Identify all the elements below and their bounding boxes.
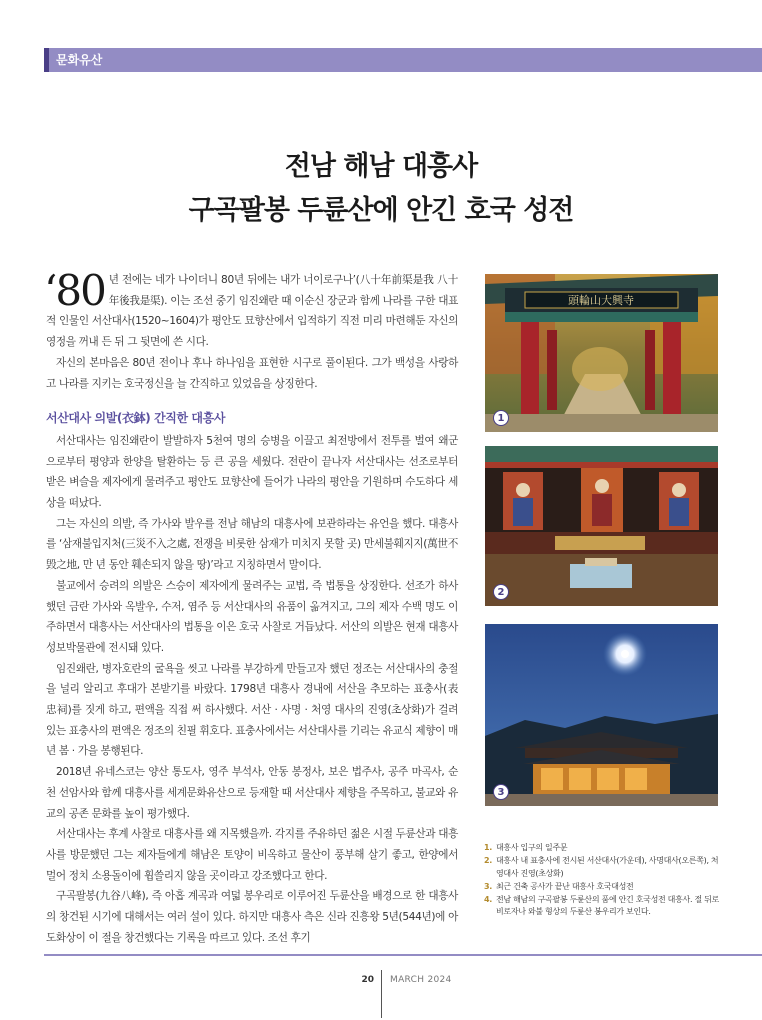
paragraph: 2018년 유네스코는 양산 통도사, 영주 부석사, 안동 봉정사, 보은 법주사, 공주 마곡사, 순천 선암사와 함께 대흥사를 세계문화유산으로 등재할 때 서산대사 제향을 주목하고, 불교와 유교의 공존 문화를 높이 평가했다. — [46, 766, 458, 820]
lead-paragraph — [44, 266, 458, 353]
paragraph: 서산대사는 후계 사찰로 대흥사를 왜 지목했을까. 각지를 주유하던 젊은 시절 두륜산과 대흥사를 방문했던 그는 제자들에게 해남은 토양이 비옥하고 물산이 풍부해 살기 좋고, 한양에서 멀어 정치 소용돌이에 휩쓸리지 않을 곳이라고 강조했다고 한다. — [46, 828, 458, 882]
section-header-accent — [44, 48, 49, 72]
section-label: 문화유산 — [56, 53, 103, 67]
drop-cap: ‘80 — [44, 266, 105, 315]
caption-text: 대흥사 내 표충사에 전시된 서산대사(가운데), 사명대사(오른쪽), 처영대사 진영(초상화) — [496, 856, 719, 878]
caption-text: 전남 해남의 구곡팔봉 두륜산의 품에 안긴 호국성전 대흥사. 절 뒤로 비로자나 와불 형상의 두륜산 봉우리가 보인다. — [496, 895, 719, 917]
shrine-interior-illustration — [485, 446, 718, 606]
paragraph: 그는 자신의 의발, 즉 가사와 발우를 전남 해남의 대흥사에 보관하라는 유언을 했다. 대흥사를 ‘삼재불입지처(三災不入之處, 전쟁을 비롯한 삼재가 미치지 못할 곳) 만세불훼지지(萬世不毁之地, 만 년 동안 훼손되지 않을 땅)’라고 지칭하면서 말이다. — [46, 517, 458, 572]
caption-number: 1. — [484, 843, 493, 852]
photo-badge-1: 1 — [493, 410, 509, 426]
caption-number: 4. — [484, 895, 493, 905]
caption-item — [484, 842, 722, 854]
article-title-line2: 구곡팔봉 두륜산에 안긴 호국 성전 — [188, 195, 574, 226]
section-header-bar — [44, 48, 762, 72]
night-temple-illustration — [485, 624, 718, 806]
caption-number: 3. — [484, 881, 493, 891]
article-body — [44, 266, 458, 949]
caption-text: 최근 건축 공사가 끝난 대흥사 호국대성전 — [496, 881, 634, 891]
footer-rule — [44, 954, 762, 956]
photo-shrine-interior — [485, 446, 718, 606]
paragraph: 서산대사는 임진왜란이 발발하자 5천여 명의 승병을 이끌고 최전방에서 전투를 벌여 왜군으로부터 평양과 한양을 탈환하는 등 큰 공을 세웠다. 전란이 끝나자 서산대사는 선조로부터 받은 벼슬을 제자에게 물려주고 평안도 묘향산에 들어가 나라의 평안을 기원하며 수도하다 세상을 떠났다. — [46, 434, 458, 510]
page-number: 20 — [361, 975, 374, 985]
article-title-line1: 전남 해남 대흥사 — [284, 151, 478, 182]
paragraph: 자신의 본마음은 80년 전이나 후나 하나임을 표현한 시구로 풀이된다. 그가 백성을 사랑하고 나라를 지키는 호국정신을 늘 간직하고 있었음을 상징한다. — [46, 356, 458, 390]
caption-item — [484, 881, 722, 893]
caption-item — [484, 855, 722, 880]
caption-item — [484, 894, 722, 919]
issue-label: MARCH 2024 — [390, 975, 452, 985]
photo-night-temple — [485, 624, 718, 806]
paragraph: 구곡팔봉(九谷八峰), 즉 아홉 계곡과 여덟 봉우리로 이루어진 두륜산을 배경으로 한 대흥사의 창건된 시기에 대해서는 여러 설이 있다. 하지만 대흥사 측은 신라 진흥왕 5년(544년)에 아도화상이 이 절을 창건했다는 기록을 따르고 있다. 조선 후기 — [46, 890, 458, 944]
photo-badge-3: 3 — [493, 784, 509, 800]
paragraph: 임진왜란, 병자호란의 굴욕을 씻고 나라를 부강하게 만들고자 했던 정조는 서산대사의 충절을 널리 알리고 후대가 본받기를 바랐다. 1798년 대흥사 경내에 서산을 추모하는 표충사(表忠祠)를 짓게 하고, 편액을 직접 써 하사했다. 서산 · 사명 · 처영 대사의 진영(초상화)가 걸려 있는 표충사의 편액은 정조의 친필 휘호다. 표충사에서는 서산대사를 기리는 유교식 제향이 매년 봄 · 가을 봉행된다. — [46, 662, 458, 758]
footer-divider — [381, 970, 382, 1018]
gate-sign-text: 頭輪山大興寺 — [568, 294, 634, 307]
photo-temple-gate — [485, 274, 718, 432]
lead-text: 년 전에는 네가 나이더니 80년 뒤에는 내가 너이로구나’(八十年前渠是我 八十年後我是渠). 이는 조선 중기 임진왜란 때 이순신 장군과 함께 나라를 구한 대표적 인물인 서산대사(1520~1604)가 평안도 묘향산에서 입적하기 직전 미리 마련해둔 자신의 영정을 꺼내 든 뒤 그 뒷면에 쓴 시다. — [46, 274, 458, 349]
caption-text: 대흥사 입구의 일주문 — [496, 843, 568, 852]
temple-gate-illustration — [485, 274, 718, 432]
section-heading: 서산대사 의발(衣鉢) 간직한 대흥사 — [46, 411, 226, 426]
paragraph: 불교에서 승려의 의발은 스승이 제자에게 물려주는 교법, 즉 법통을 상징한다. 선조가 하사했던 금란 가사와 옥발우, 수저, 염주 등 서산대사의 유품이 옮겨지고, 그의 제자 수백 명도 이주하면서 대흥사는 서산대사의 법통을 이은 호국 사찰로 거듭났다. 서산의 의발은 현재 대흥사 성보박물관에 전시돼 있다. — [46, 579, 458, 654]
caption-number: 2. — [484, 856, 493, 866]
photo-badge-2: 2 — [493, 584, 509, 600]
photo-captions — [484, 842, 722, 920]
